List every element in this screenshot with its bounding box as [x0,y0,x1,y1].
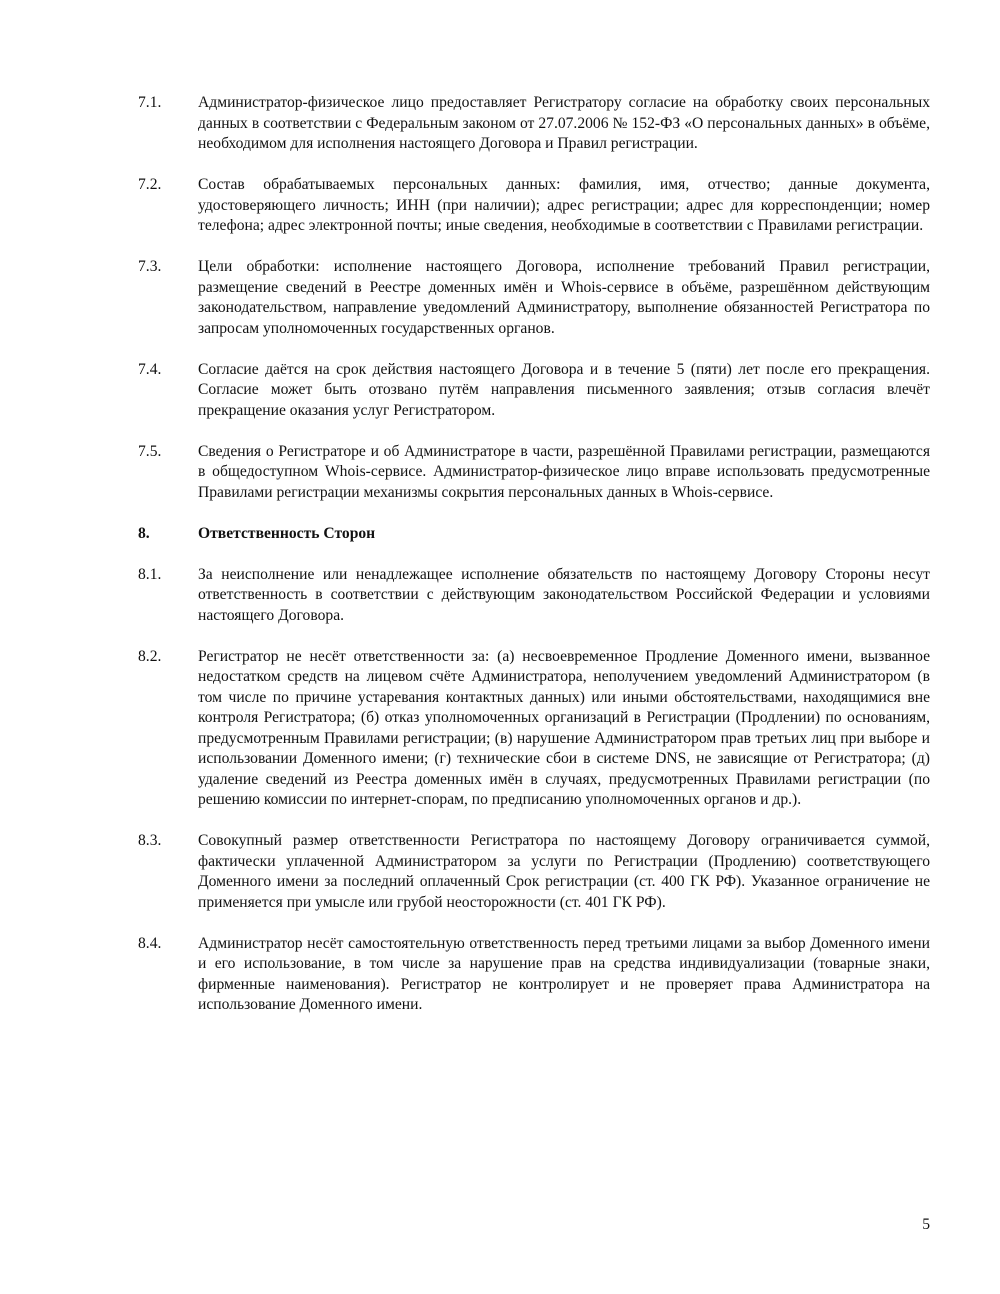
clause-8-2 [138,647,930,811]
clause-text: Сведения о Регистраторе и об Администраторе в части, разрешённой Правилами регистрации, размещаются в общедоступном Whois-сервисе. Администратор-физическое лицо вправе использовать предусмотренные Правилами регистрации механизмы сокрытия персональных данных в Whois-сервисе. [198,442,930,501]
section-number: 8. [138,524,150,542]
section-title: Ответственность Сторон [198,524,376,542]
clause-text: За неисполнение или ненадлежащее исполнение обязательств по настоящему Договору Стороны несут ответственность в соответствии с действующим законодательством Российской Федерации и условиями настоящего Договора. [198,565,930,624]
clause-number: 8.3. [138,832,162,849]
clause-7-1 [138,93,930,155]
clause-text: Администратор-физическое лицо предоставляет Регистратору согласие на обработку своих персональных данных в соответствии с Федеральным законом от 27.07.2006 № 152-ФЗ «О персональных данных» в объёме, необходимом для исполнения настоящего Договора и Правил регистрации. [198,94,930,152]
clause-number: 8.4. [138,934,162,952]
clause-number: 7.2. [138,176,162,193]
clause-text: Цели обработки: исполнение настоящего Договора, исполнение требований Правил регистрации, размещение сведений в Реестре доменных имён и Whois-сервисе в объёме, разрешённом действующим законодательством, направление уведомлений Администратору, выполнение обязанностей Регистратора по запросам уполномоченных государственных органов. [198,258,930,337]
clause-8-4 [138,934,930,1016]
clause-number: 8.1. [138,565,162,583]
section-heading-8 [138,524,930,545]
clause-8-1 [138,565,930,627]
clause-text: Совокупный размер ответственности Регистратора по настоящему Договору ограничивается суммой, фактически уплаченной Администратором за услуги по Регистрации (Продлению) соответствующего Доменного имени за последний оплаченный Срок регистрации (ст. 400 ГК РФ). Указанное ограничение не применяется при умысле или грубой неосторожности (ст. 401 ГК РФ). [198,832,930,911]
clause-number: 7.4. [138,360,162,378]
clause-8-3 [138,831,930,913]
clause-text: Согласие даётся на срок действия настоящего Договора и в течение 5 (пяти) лет после его прекращения. Согласие может быть отозвано путём направления письменного заявления; отзыв согласия влечёт прекращение оказания услуг Регистратором. [198,360,930,419]
clause-text: Состав обрабатываемых персональных данных: фамилия, имя, отчество; данные документа, удостоверяющего личность; ИНН (при наличии); адрес регистрации; адрес для корреспонденции; номер телефона; адрес электронной почты; иные сведения, необходимые в соответствии с Правилами регистрации. [198,176,930,234]
clause-7-3 [138,257,930,339]
clause-number: 7.1. [138,94,162,111]
clause-number: 7.5. [138,442,162,460]
clause-text: Регистратор не несёт ответственности за: (а) несвоевременное Продление Доменного имени, вызванное недостатком средств на лицевом счёте Администратора, неполучением уведомлений Администратором (в том числе по причине устаревания контактных данных) или иными обстоятельствами, находящимися вне контроля Регистратора; (б) отказ уполномоченных организаций в Регистрации (Продлении) по основаниям, предусмотренным Правилами регистрации; (в) нарушение Администратором прав третьих лиц при выборе и использовании Доменного имени; (г) технические сбои в системе DNS, не зависящие от Регистратора; (д) удаление сведений из Реестра доменных имён в случаях, предусмотренных Правилами регистрации (по решению комиссии по интернет-спорам, по предписанию уполномоченных органов и др.). [198,647,930,808]
page-number: 5 [922,1216,930,1233]
clause-7-4 [138,360,930,422]
page-content [138,93,930,1036]
clause-text: Администратор несёт самостоятельную ответственность перед третьими лицами за выбор Доменного имени и его использование, в том числе за нарушение прав на средства индивидуализации (товарные знаки, фирменные наименования). Регистратор не контролирует и не проверяет права Администратора на использование Доменного имени. [198,934,930,1013]
clause-number: 8.2. [138,647,162,665]
clause-number: 7.3. [138,258,162,275]
clause-7-2 [138,175,930,237]
clause-7-5 [138,442,930,504]
